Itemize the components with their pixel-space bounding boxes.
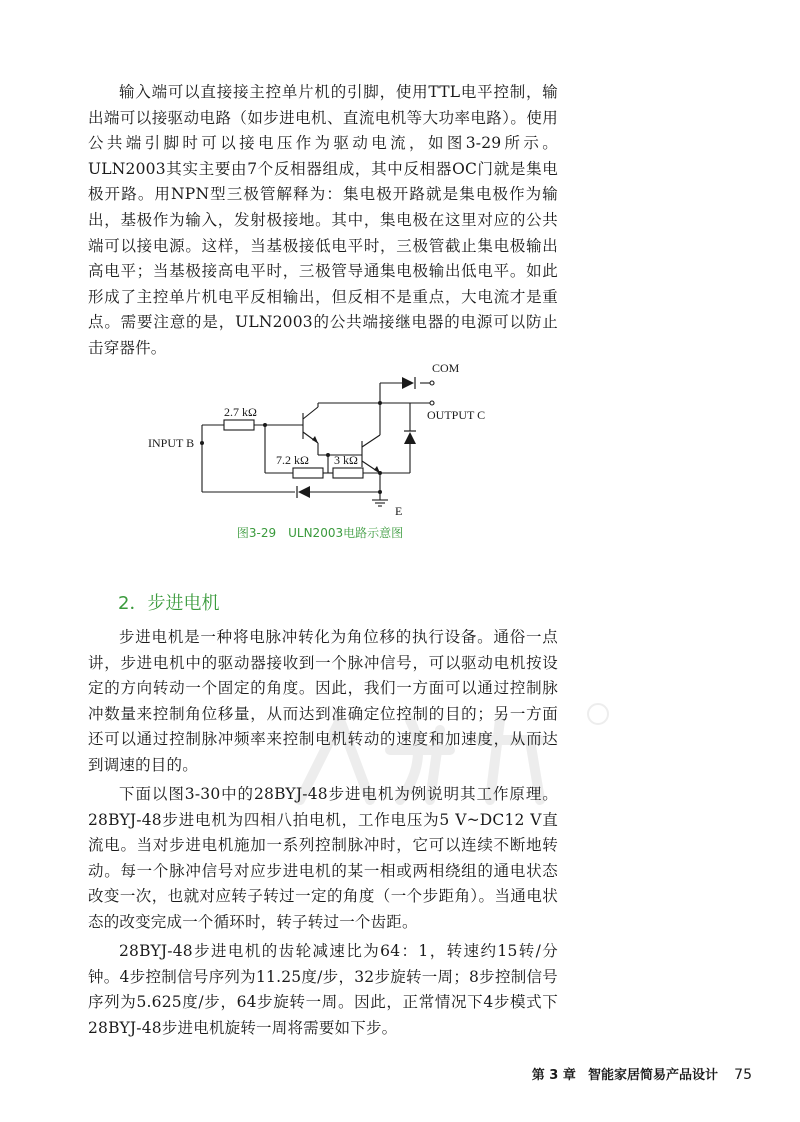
page-footer: [532, 1064, 752, 1083]
body-paragraph-stepper-intro: 步进电机是一种将电脉冲转化为角位移的执行设备。通俗一点讲，步进电机中的驱动器接收到一个脉冲信号，可以驱动电机按设定的方向转动一个固定的角度。因此，我们一方面可以通过控制脉冲数量来控制角位移量，从而达到准确定位控制的目的；另一方面还可以通过控制脉冲频率来控制电机转动的速度和加速度，从而达到调速的目的。: [88, 628, 558, 774]
body-paragraph-uln2003: 输入端可以直接接主控单片机的引脚，使用TTL电平控制，输出端可以接驱动电路（如步进电机、直流电机等大功率电路）。使用公共端引脚时可以接电压作为驱动电流，如图3-29所示。ULN2003其实主要由7个反相器组成，其中反相器OC门就是集电极开路。用NPN型三极管解释为：集电极开路就是集电极作为输出，基极作为输入，发射极接地。其中，集电极在这里对应的公共端可以接电源。这样，当基极接低电平时，三极管截止集电极输出高电平；当基极接高电平时，三极管导通集电极输出低电平。如此形成了主控单片机电平反相输出，但反相不是重点，大电流才是重点。需要注意的是，ULN2003的公共端接继电器的电源可以防止击穿器件。: [88, 83, 558, 357]
footer-title: 智能家居简易产品设计: [588, 1068, 719, 1083]
figure-caption: 图3-29 ULN2003电路示意图: [236, 526, 404, 540]
page-number: 75: [734, 1067, 752, 1083]
label-r2: 7.2 kΩ: [276, 453, 309, 467]
body-paragraph-gear-ratio: 28BYJ-48步进电机的齿轮减速比为64：1，转速约15转/分钟。4步控制信号序列为11.25度/步，32步旋转一周；8步控制信号序列为5.625度/步，64步旋转一周。因此，正常情况下4步模式下28BYJ-48步进电机旋转一周将需要如下步。: [88, 942, 558, 1037]
section-heading: 2．步进电机: [118, 593, 220, 614]
footer-chapter: 第 3 章: [531, 1068, 576, 1083]
label-r1: 2.7 kΩ: [224, 405, 257, 419]
label-emitter: E: [395, 504, 403, 518]
uln2003-circuit-diagram: [140, 355, 520, 525]
label-r3: 3 kΩ: [334, 453, 358, 467]
label-com: COM: [432, 361, 460, 375]
body-paragraph-28byj48: 下面以图3-30中的28BYJ-48步进电机为例说明其工作原理。28BYJ-48步进电机为四相八拍电机，工作电压为5 V~DC12 V直流电。当对步进电机施加一系列控制脉冲时，它可以连续不断地转动。每一个脉冲信号对应步进电机的某一相或两相绕组的通电状态改变一次，也就对应转子转过一定的角度（一个步距角）。当通电状态的改变完成一个循环时，转子转过一个齿距。: [88, 785, 558, 931]
label-output-c: OUTPUT C: [427, 408, 486, 422]
label-input-b: INPUT B: [148, 436, 195, 450]
